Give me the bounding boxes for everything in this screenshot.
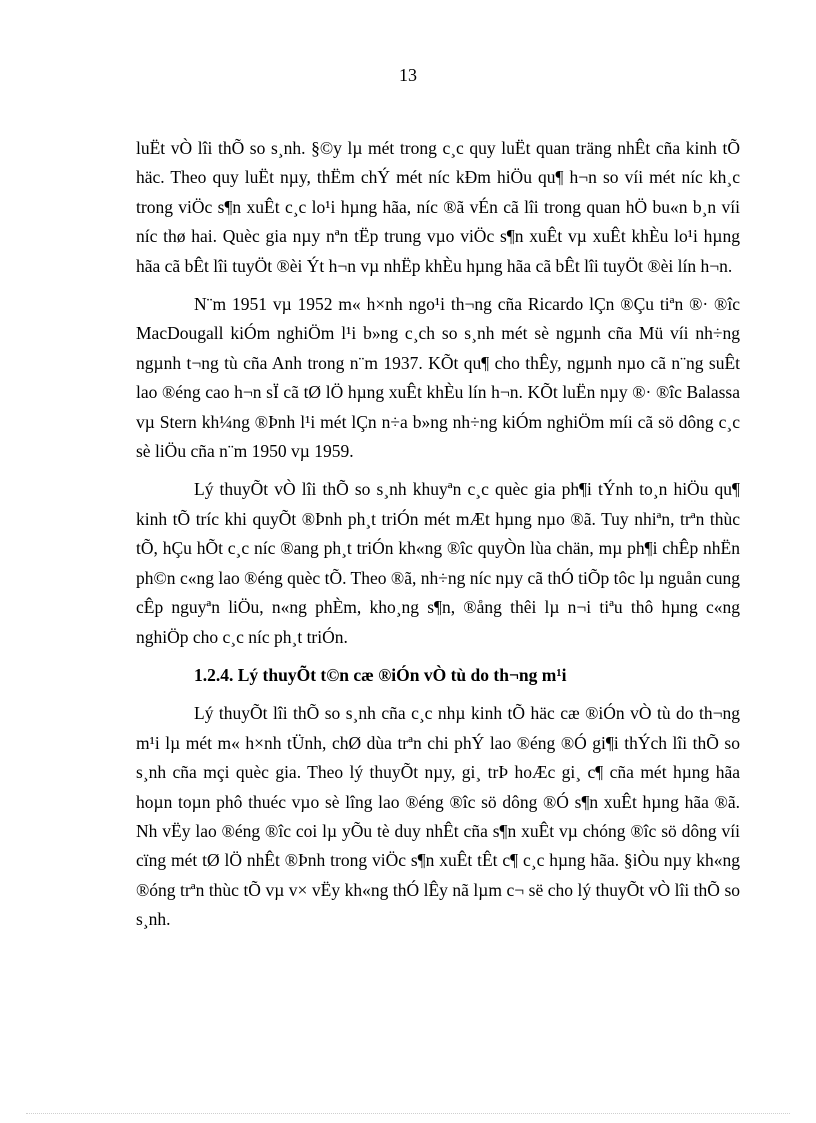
paragraph-continuation: luËt vÒ lîi thÕ so s¸nh. §©y lµ mét trong c¸c quy luËt quan träng nhÊt cña kinh tÕ häc. Theo quy luËt nµy, thËm chÝ mét níc kÐm hiÖu qu¶ h¬n so víi mét níc kh¸c trong viÖc s¶n xuÊt c¸c lo¹i hµng hãa, níc ®ã vÉn cã lîi trong quan hÖ bu«n b¸n víi níc thø hai. Quèc gia nµy nªn tËp trung vµo viÖc s¶n xuÊt vµ xuÊt khÈu lo¹i hµng hãa cã bÊt lîi tuyÖt ®èi Ýt h¬n vµ nhËp khÈu hµng hãa cã bÊt lîi tuyÖt ®èi lín h¬n.: [136, 138, 740, 276]
paragraph-neoclassical: Lý thuyÕt lîi thÕ so s¸nh cña c¸c nhµ kinh tÕ häc cæ ®iÓn vÒ tù do th¬ng m¹i lµ mét m« h×nh tÜnh, chØ dùa trªn chi phÝ lao ®éng ®Ó gi¶i thÝch lîi thÕ so s¸nh cña mçi quèc gia. Theo lý thuyÕt nµy, gi¸ trÞ hoÆc gi¸ c¶ cña mét hµng hãa hoµn toµn phô thuéc vµo sè lîng lao ®éng ®îc sö dông ®Ó s¶n xuÊt hµng hãa ®ã. Nh vËy lao ®éng ®îc coi lµ yÕu tè duy nhÊt cña s¶n xuÊt vµ chóng ®îc sö dông víi cïng mét tØ lÖ nhÊt ®Þnh trong viÖc s¶n xuÊt tÊt c¶ c¸c hµng hãa. §iÒu nµy kh«ng ®óng trªn thùc tÕ vµ v× vËy kh«ng thÓ lÊy nã lµm c¬ së cho lý thuyÕt vÒ lîi thÕ so s¸nh.: [136, 703, 740, 930]
document-body: [136, 134, 740, 944]
page-number: 13: [399, 65, 417, 85]
page-bottom-rule: [26, 1113, 790, 1114]
paragraph-macdougall: N¨m 1951 vµ 1952 m« h×nh ngo¹i th¬ng cña Ricardo lÇn ®Çu tiªn ®· ®îc MacDougall kiÓm nghiÖm l¹i b»ng c¸ch so s¸nh mét sè ngµnh cña Mü víi nh÷ng ngµnh t¬ng tù cña Anh trong n¨m 1937. KÕt qu¶ cho thÊy, ngµnh nµo cã n¨ng suÊt lao ®éng cao h¬n sÏ cã tØ lÖ hµng xuÊt khÈu lín h¬n. KÕt luËn nµy ®· ®îc Balassa vµ Stern kh¼ng ®Þnh l¹i mét lÇn n÷a b»ng nh÷ng kiÓm nghiÖm míi cã sö dông c¸c sè liÖu cña n¨m 1950 vµ 1959.: [136, 294, 740, 462]
paragraph-comparative-advantage: Lý thuyÕt vÒ lîi thÕ so s¸nh khuyªn c¸c quèc gia ph¶i tÝnh to¸n hiÖu qu¶ kinh tÕ tríc khi quyÕt ®Þnh ph¸t triÓn mét mÆt hµng nµo ®ã. Tuy nhiªn, trªn thùc tÕ, hÇu hÕt c¸c níc ®ang ph¸t triÓn kh«ng ®îc quyÒn lùa chän, mµ ph¶i chÊp nhËn ph©n c«ng lao ®éng quèc tÕ. Theo ®ã, nh÷ng níc nµy cã thÓ tiÕp tôc lµ nguån cung cÊp nguyªn liÖu, n«ng phÈm, kho¸ng s¶n, ®ång thêi lµ n¬i tiªu thô hµng c«ng nghiÖp cho c¸c níc ph¸t triÓn.: [136, 479, 740, 647]
section-heading: 1.2.4. Lý thuyÕt t©n cæ ®iÓn vÒ tù do th¬ng m¹i: [194, 664, 567, 685]
